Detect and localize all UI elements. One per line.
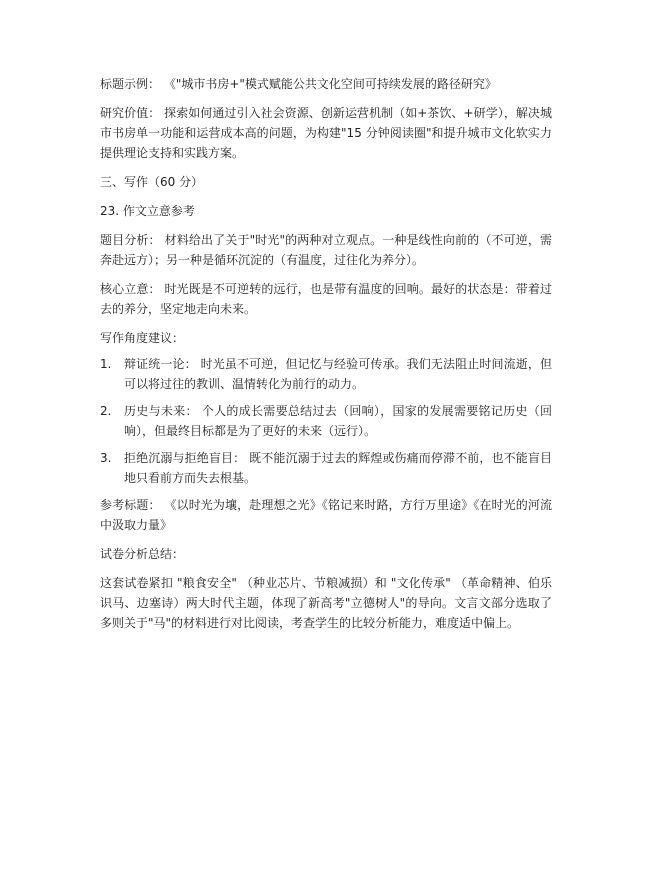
summary-text: 这套试卷紧扣 "粮食安全" （种业芯片、节粮减损）和 "文化传承" （革命精神、伯乐识马、边塞诗）两大时代主题，体现了新高考"立德树人"的导向。文言文部分选取了多则关于"马"的材料进行对比阅读，考查学生的比较分析能力，难度适中偏上。: [100, 576, 552, 630]
list-text: 辩证统一论： 时光虽不可逆，但记忆与经验可传承。我们无法阻止时间流逝，但可以将过往的教训、温情转化为前行的动力。: [124, 357, 552, 391]
research-value: 研究价值： 探索如何通过引入社会资源、创新运营机制（如+茶饮、+研学），解决城市书房单一功能和运营成本高的问题，为构建"15 分钟阅读圈"和提升城市文化软实力提供理论支持和实践方案。: [100, 106, 552, 160]
list-item: [100, 401, 552, 441]
angle-list: [100, 354, 552, 488]
list-item: [100, 354, 552, 394]
title-example: 标题示例： 《"城市书房+"模式赋能公共文化空间可持续发展的路径研究》: [100, 77, 497, 91]
reference-titles: 参考标题： 《以时光为壤，赴理想之光》《铭记来时路，方行万里途》《在时光的河流中汲取力量》: [100, 498, 552, 532]
list-text: 拒绝沉溺与拒绝盲目： 既不能沉溺于过去的辉煌或伤痛而停滞不前，也不能盲目地只看前方而失去根基。: [124, 451, 552, 485]
list-number: 1.: [100, 357, 112, 371]
angle-heading: 写作角度建议：: [100, 331, 185, 345]
list-number: 2.: [100, 404, 112, 418]
question-23-heading: 23. 作文立意参考: [100, 204, 195, 218]
core-idea: 核心立意： 时光既是不可逆转的远行，也是带有温度的回响。最好的状态是：带着过去的养分，坚定地走向未来。: [100, 282, 552, 316]
list-item: [100, 448, 552, 488]
list-text: 历史与未来： 个人的成长需要总结过去（回响），国家的发展需要铭记历史（回响），但最终目标都是为了更好的未来（远行）。: [124, 404, 552, 438]
topic-analysis: 题目分析： 材料给出了关于"时光"的两种对立观点。一种是线性向前的（不可逆，需奔赴远方）；另一种是循环沉淀的（有温度，过往化为养分）。: [100, 233, 552, 267]
document-body: [100, 74, 552, 633]
section-heading-writing: 三、写作（60 分）: [100, 175, 204, 189]
list-number: 3.: [100, 451, 112, 465]
summary-heading: 试卷分析总结：: [100, 547, 185, 561]
